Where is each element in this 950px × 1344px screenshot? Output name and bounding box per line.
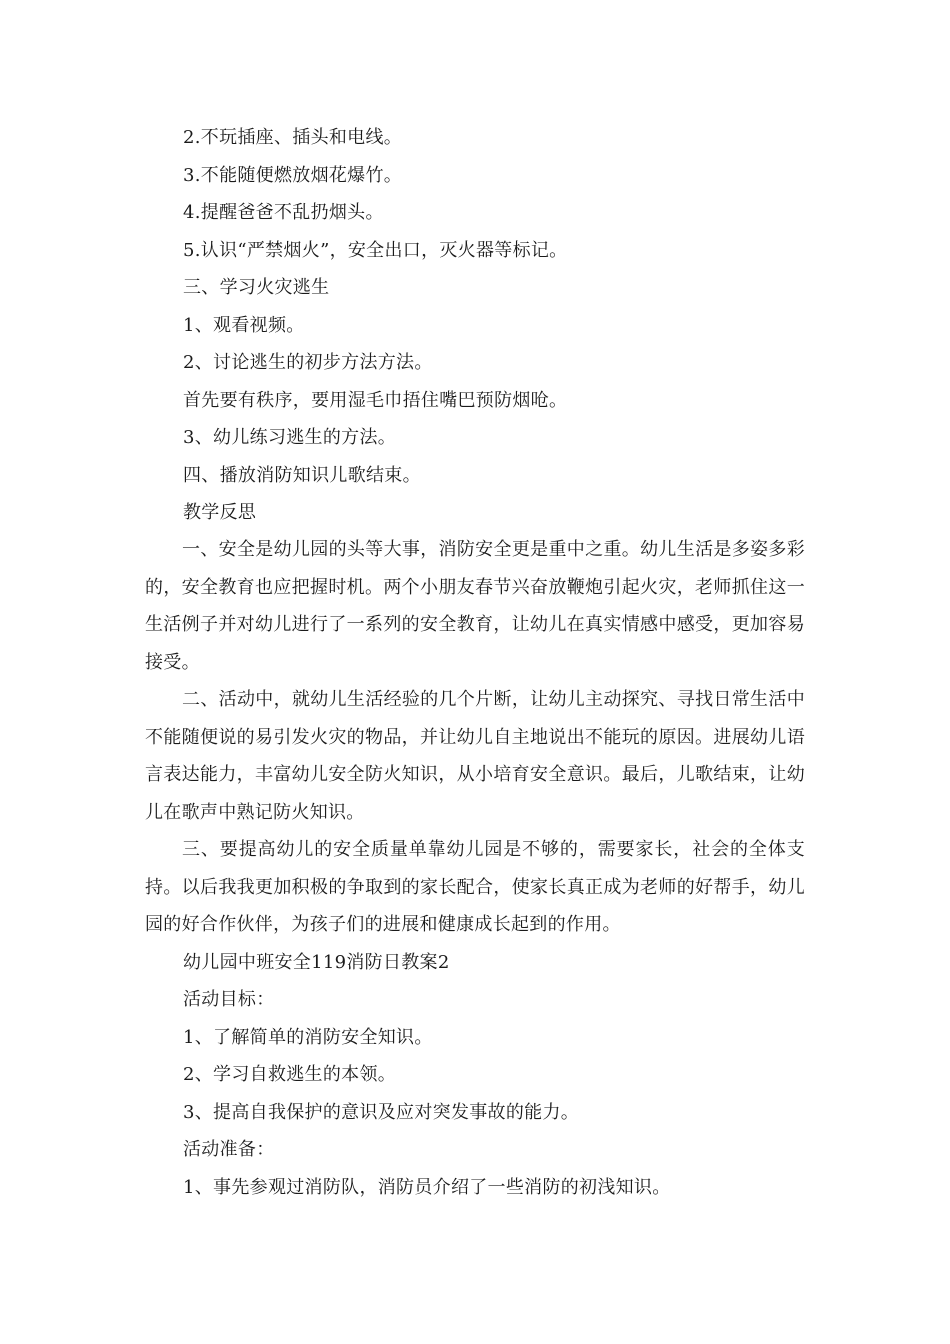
section-heading: 四、播放消防知识儿歌结束。 [183,465,421,486]
list-item: 1、了解简单的消防安全知识。 [183,1027,433,1048]
list-item: 3.不能随便燃放烟花爆竹。 [183,165,403,186]
list-item: 2、讨论逃生的初步方法方法。 [183,352,433,373]
list-item: 3、幼儿练习逃生的方法。 [183,427,397,448]
list-item: 4.提醒爸爸不乱扔烟头。 [183,202,384,223]
text-line: 首先要有秩序，要用湿毛巾捂住嘴巴预防烟呛。 [183,390,568,411]
list-item: 5.认识“严禁烟火”，安全出口，灭火器等标记。 [183,240,568,261]
section-heading: 活动准备： [183,1139,275,1160]
section-heading: 活动目标： [183,989,275,1010]
list-item: 1、观看视频。 [183,315,305,336]
list-item: 2、学习自救逃生的本领。 [183,1064,397,1085]
reflection-paragraph: 二、活动中，就幼儿生活经验的几个片断，让幼儿主动探究、寻找日常生活中不能随便说的易引发火灾的物品，并让幼儿自主地说出不能玩的原因。进展幼儿语言表达能力，丰富幼儿安全防火知识，从小培育安全意识。最后，儿歌结束，让幼儿在歌声中熟记防火知识。 [145,689,805,823]
section-heading: 教学反思 [183,502,257,523]
reflection-paragraph: 三、要提高幼儿的安全质量单靠幼儿园是不够的，需要家长，社会的全体支持。以后我我更加积极的争取到的家长配合，使家长真正成为老师的好帮手，幼儿园的好合作伙伴，为孩子们的进展和健康成长起到的作用。 [145,839,805,936]
list-item: 2.不玩插座、插头和电线。 [183,127,403,148]
section-heading: 三、学习火灾逃生 [183,277,330,298]
list-item: 1、事先参观过消防队，消防员介绍了一些消防的初浅知识。 [183,1177,671,1198]
lesson-title: 幼儿园中班安全119消防日教案2 [183,952,450,973]
reflection-paragraph: 一、安全是幼儿园的头等大事，消防安全更是重中之重。幼儿生活是多姿多彩的，安全教育也应把握时机。两个小朋友春节兴奋放鞭炮引起火灾，老师抓住这一生活例子并对幼儿进行了一系列的安全教育，让幼儿在真实情感中感受，更加容易接受。 [145,539,805,673]
list-item: 3、提高自我保护的意识及应对突发事故的能力。 [183,1102,580,1123]
